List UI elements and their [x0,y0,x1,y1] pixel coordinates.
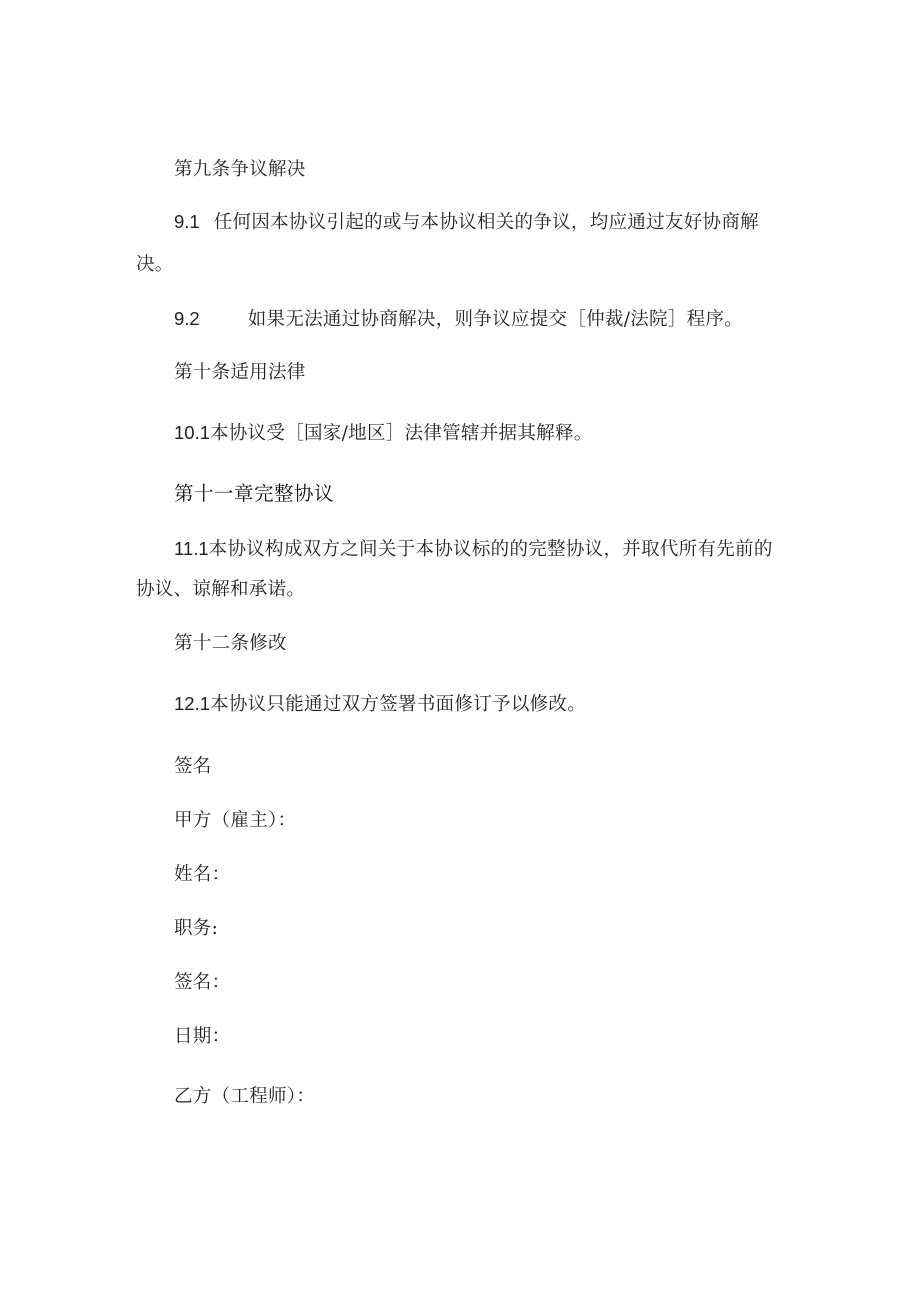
party-b-label: 乙方（工程师）： [174,1086,316,1107]
clause-9-2-text: 如果无法通过协商解决，则争议应提交［仲裁/法院］程序。 [247,309,744,330]
clause-12-1 [174,692,586,717]
clause-11-1-number: 11.1 [174,538,209,559]
position-label: 职务: [174,918,219,939]
article-10-title: 第十条适用法律 [174,362,306,383]
clause-9-1-line-1 [174,210,759,235]
name-label: 姓名： [174,864,231,885]
clause-11-1-line-2: 协议、谅解和承诺。 [136,579,306,600]
clause-11-1-line-1 [174,537,773,562]
clause-12-1-number: 12.1 [174,693,211,714]
article-9-title: 第九条争议解决 [174,159,306,180]
chapter-11-title: 第十一章完整协议 [174,482,335,505]
clause-9-2 [174,307,743,332]
clause-10-1 [174,421,593,446]
clause-9-1-line-2: 决。 [136,254,174,275]
clause-12-1-text: 本协议只能通过双方签署书面修订予以修改。 [210,694,587,715]
clause-9-1-text-1: 任何因本协议引起的或与本协议相关的争议，均应通过友好协商解 [213,212,759,233]
clause-10-1-number: 10.1 [174,422,211,443]
clause-9-1-number: 9.1 [174,211,200,232]
sign-label: 签名： [174,972,231,993]
date-label: 日期： [174,1026,231,1047]
clause-11-1-text-1: 本协议构成双方之间关于本协议标的的完整协议，并取代所有先前的 [208,539,773,560]
clause-10-1-text: 本协议受［国家/地区］法律管辖并据其解释。 [210,423,593,444]
article-12-title: 第十二条修改 [174,633,287,654]
party-a-label: 甲方（雇主）： [174,810,297,831]
clause-9-2-number: 9.2 [174,308,200,329]
signature-title: 签名 [174,756,212,777]
